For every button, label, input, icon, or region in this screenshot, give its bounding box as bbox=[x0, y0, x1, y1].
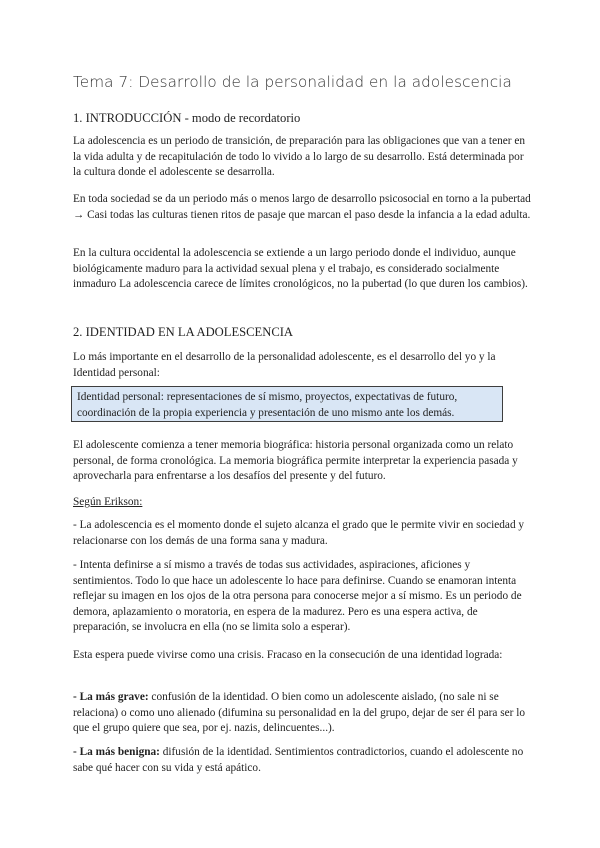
identidad-personal-box: Identidad personal: representaciones de sí mismo, proyectos, expectativas de futuro, coordinación de la propia experiencia y presentación de uno mismo ante los demás. bbox=[71, 386, 503, 422]
erikson-point-2: - Intenta definirse a sí mismo a través de todas sus actividades, aspiraciones, aficiones y sentimientos. Todo lo que hace un adolescente lo hace para definirse. Cuando se enamoran intenta reflejar su imagen en los ojos de la otra persona para conocerse mejor a sí mismo. Es un periodo de demora, aplazamiento o moratoria, en espera de la madurez. Pero es una espera activa, de preparación, se involucra en ella (no se limita solo a esperar). bbox=[73, 559, 522, 634]
paragraph-memoria-biografica: El adolescente comienza a tener memoria biográfica: historia personal organizada como un relato personal, de forma cronológica. La memoria biográfica permite interpretar la experiencia pasada y aprovecharla para enfrentarse a los desafíos del presente y del futuro. bbox=[73, 439, 518, 483]
paragraph-mas-grave bbox=[73, 690, 531, 737]
erikson-label: Según Erikson: bbox=[73, 496, 143, 508]
paragraph-mas-benigna bbox=[73, 745, 531, 776]
paragraph-identidad-intro: Lo más importante en el desarrollo de la personalidad adolescente, es el desarrollo del yo y la Identidad personal: bbox=[73, 351, 496, 379]
section-heading-identidad: 2. IDENTIDAD EN LA ADOLESCENCIA bbox=[73, 325, 294, 339]
mas-grave-text: confusión de la identidad. O bien como un adolescente aislado, (no sale ni se relaciona) o como uno alienado (difumina su personalidad en la del grupo, dejar de ser él para ser lo que el grupo quiere que sea, por ej. nazis, delincuentes...). bbox=[73, 691, 526, 735]
paragraph-adolescencia-definicion: La adolescencia es un periodo de transición, de preparación para las obligaciones que van a tener en la vida adulta y de recapitulación de todo lo vivido a lo largo de su desarrollo. Está determinada por la cultura donde el adolescente se desarrolla. bbox=[73, 135, 525, 179]
paragraph-cultura-occidental: En la cultura occidental la adolescencia se extiende a un largo periodo donde el individuo, aunque biológicamente maduro para la actividad sexual plena y el trabajo, es considerado socialmente inmaduro La adolescencia carece de límites cronológicos, no la pubertad (lo que duren los cambios). bbox=[73, 247, 528, 291]
paragraph-pubertad: En toda sociedad se da un periodo más o menos largo de desarrollo psicosocial en torno a la pubertad → Casi todas las culturas tienen ritos de pasaje que marcan el paso desde la infancia a la edad adulta. bbox=[73, 193, 531, 221]
mas-grave-label: - La más grave: bbox=[73, 691, 149, 703]
section-heading-introduccion: 1. INTRODUCCIÓN - modo de recordatorio bbox=[73, 111, 301, 125]
mas-benigna-label: - La más benigna: bbox=[73, 746, 160, 758]
erikson-point-1: - La adolescencia es el momento donde el sujeto alcanza el grado que le permite vivir en sociedad y relacionarse con los demás de una forma sana y madura. bbox=[73, 519, 525, 547]
mas-benigna-text: difusión de la identidad. Sentimientos contradictorios, cuando el adolescente no sabe qué hacer con su vida y está apático. bbox=[73, 746, 524, 774]
paragraph-crisis: Esta espera puede vivirse como una crisis. Fracaso en la consecución de una identidad lograda: bbox=[73, 649, 503, 661]
page-title: Tema 7: Desarrollo de la personalidad en la adolescencia bbox=[73, 73, 512, 91]
